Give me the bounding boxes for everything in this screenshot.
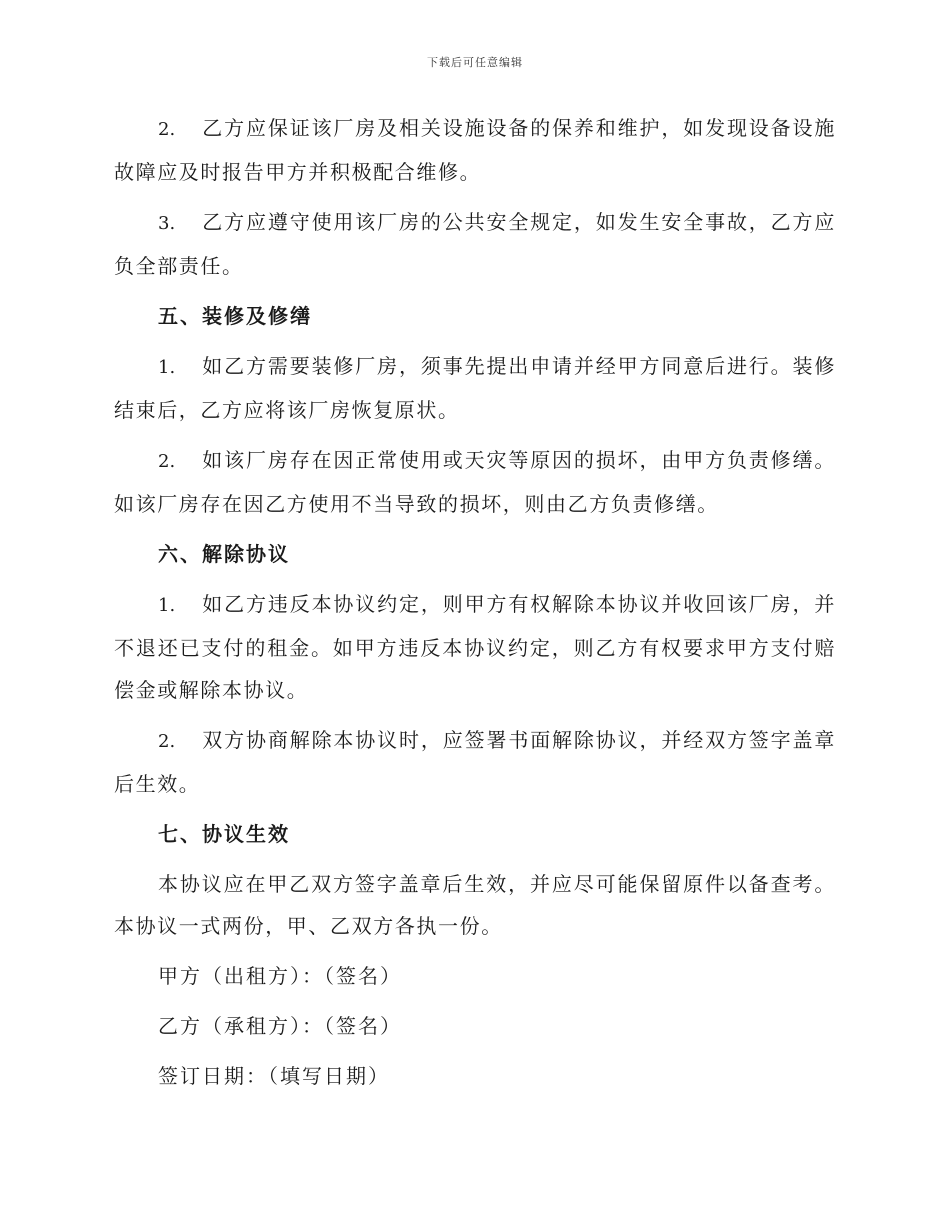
party-a-signature: 甲方（出租方）：（签名） bbox=[158, 964, 402, 988]
clause-5-1 bbox=[114, 345, 836, 431]
clause-number: 3. bbox=[158, 213, 176, 234]
clause-number: 1. bbox=[158, 357, 176, 378]
signing-date: 签订日期：（填写日期） bbox=[158, 1064, 390, 1088]
clause-text: 乙方应保证该厂房及相关设施设备的保养和维护，如发现设备设施故障应及时报告甲方并积极配合维修。 bbox=[114, 116, 836, 184]
clause-4-3 bbox=[114, 201, 836, 287]
clause-text: 乙方应遵守使用该厂房的公共安全规定，如发生安全事故，乙方应负全部责任。 bbox=[114, 210, 836, 278]
document-body bbox=[114, 107, 836, 1105]
section-heading-6: 六、解除协议 bbox=[158, 542, 290, 566]
section-heading-5: 五、装修及修缮 bbox=[158, 304, 312, 328]
section-heading-7: 七、协议生效 bbox=[158, 822, 290, 846]
party-b-signature: 乙方（承租方）：（签名） bbox=[158, 1014, 402, 1038]
clause-number: 1. bbox=[158, 595, 176, 616]
clause-7-body: 本协议应在甲乙双方签字盖章后生效，并应尽可能保留原件以备查考。本协议一式两份，甲、乙双方各执一份。 bbox=[114, 872, 836, 938]
clause-text: 如乙方违反本协议约定，则甲方有权解除本协议并收回该厂房，并不退还已支付的租金。如甲方违反本协议约定，则乙方有权要求甲方支付赔偿金或解除本协议。 bbox=[114, 592, 836, 702]
clause-5-2 bbox=[114, 439, 836, 525]
clause-4-2 bbox=[114, 107, 836, 193]
clause-6-1 bbox=[114, 583, 836, 711]
clause-text: 如该厂房存在因正常使用或天灾等原因的损坏，由甲方负责修缮。如该厂房存在因乙方使用不当导致的损坏，则由乙方负责修缮。 bbox=[114, 448, 836, 516]
clause-number: 2. bbox=[158, 731, 176, 752]
clause-6-2 bbox=[114, 719, 836, 805]
clause-number: 2. bbox=[158, 451, 176, 472]
clause-text: 如乙方需要装修厂房，须事先提出申请并经甲方同意后进行。装修结束后，乙方应将该厂房恢复原状。 bbox=[114, 354, 836, 422]
page-header: 下载后可任意编辑 bbox=[427, 56, 523, 69]
clause-text: 双方协商解除本协议时，应签署书面解除协议，并经双方签字盖章后生效。 bbox=[114, 728, 836, 796]
clause-number: 2. bbox=[158, 119, 176, 140]
